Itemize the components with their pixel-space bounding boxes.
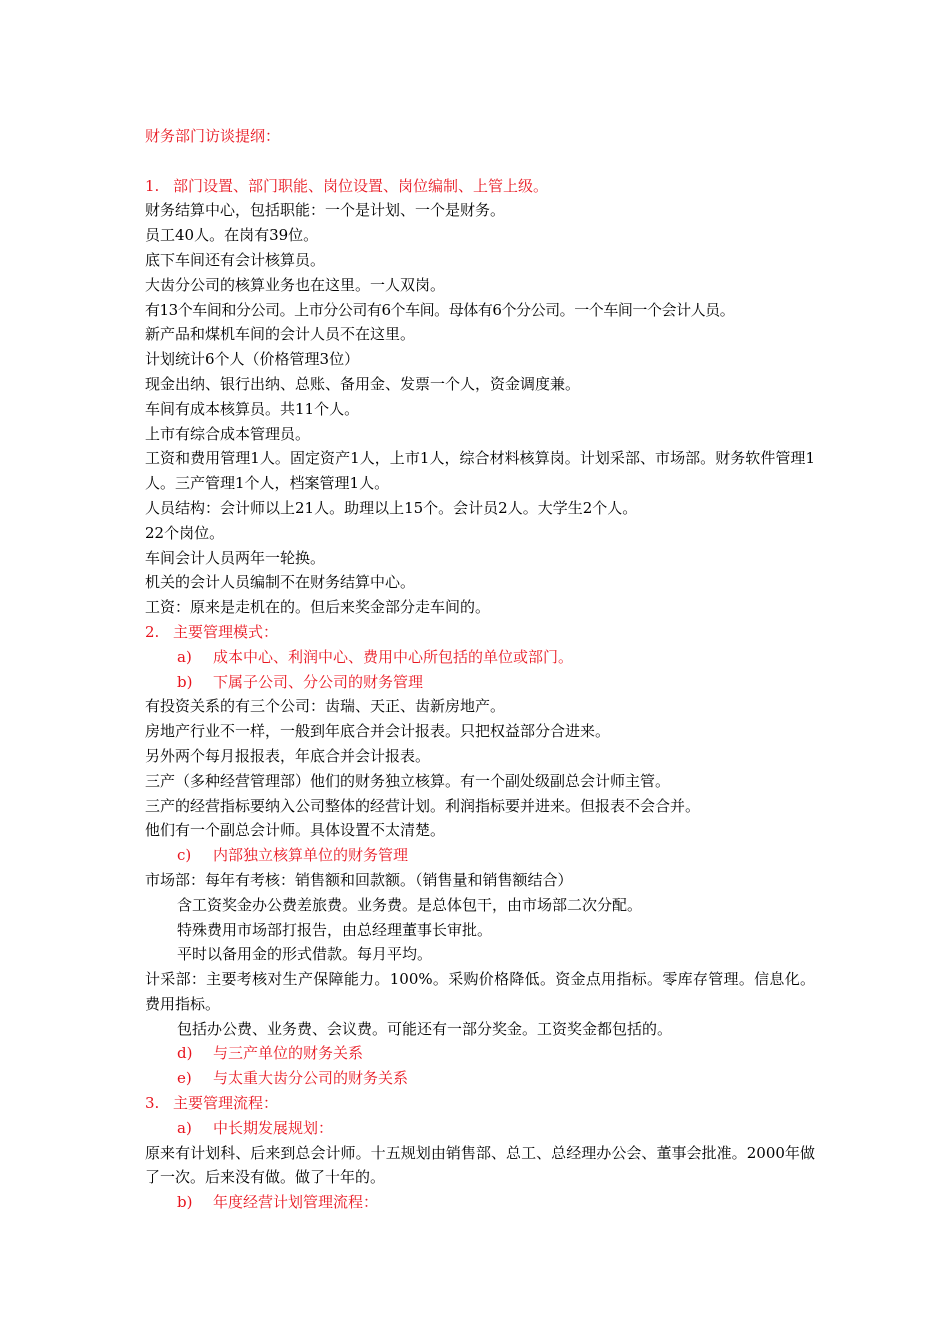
s1-line: 现金出纳、银行出纳、总账、备用金、发票一个人，资金调度兼。 [145,374,581,393]
subsection-title: 与三产单位的财务关系 [213,1044,364,1063]
subsection-letter: c) [177,846,192,865]
subsection-title: 内部独立核算单位的财务管理 [213,846,409,865]
subsection-2d [145,1041,815,1066]
s2b-line: 三产的经营指标要纳入公司整体的经营计划。利润指标要并进来。但报表不会合并。 [145,796,701,815]
s1-line: 大齿分公司的核算业务也在这里。一人双岗。 [145,275,446,294]
planning-dept-detail: 包括办公费、业务费、会议费。可能还有一部分奖金。工资奖金都包括的。 [177,1019,673,1038]
market-dept-detail: 特殊费用市场部打报告，由总经理董事长审批。 [177,920,493,939]
section-3-title: 主要管理流程： [173,1094,279,1113]
subsection-letter: b) [177,1193,193,1212]
s1-line: 计划统计6个人（价格管理3位） [145,350,360,369]
document-title: 财务部门访谈提纲： [145,127,281,145]
section-3-number: 3. [145,1094,160,1113]
market-dept-detail: 平时以备用金的形式借款。每月平均。 [177,945,433,964]
subsection-2b [145,670,815,695]
s2b-line: 另外两个每月报报表，年底合并会计报表。 [145,746,431,765]
s1-line: 人员结构：会计师以上21人。助理以上15个。会计员2人。大学生2个人。 [145,498,638,517]
market-dept-detail: 含工资奖金办公费差旅费。业务费。是总体包干，由市场部二次分配。 [177,895,643,914]
subsection-letter: b) [177,672,193,691]
subsection-letter: a) [177,647,192,666]
section-1-title: 部门设置、部门职能、岗位设置、岗位编制、上管上级。 [173,176,549,195]
section-2-title: 主要管理模式： [173,622,279,641]
section-2-heading [145,620,815,645]
section-3-heading [145,1091,815,1116]
subsection-3b [145,1190,815,1215]
subsection-title: 中长期发展规划： [213,1118,334,1137]
subsection-title: 下属子公司、分公司的财务管理 [213,672,424,691]
s1-line: 新产品和煤机车间的会计人员不在这里。 [145,325,416,344]
subsection-2c [145,843,815,868]
subsection-title: 年度经营计划管理流程： [213,1193,379,1212]
subsection-letter: a) [177,1118,192,1137]
s1-line: 财务结算中心，包括职能：一个是计划、一个是财务。 [145,201,506,220]
s1-line: 机关的会计人员编制不在财务结算中心。 [145,573,416,592]
subsection-title: 成本中心、利润中心、费用中心所包括的单位或部门。 [213,647,574,666]
market-dept-line: 市场部：每年有考核：销售额和回款额。（销售量和销售额结合） [145,870,573,889]
s2b-line: 三产（多种经营管理部）他们的财务独立核算。有一个副处级副总会计师主管。 [145,771,671,790]
s1-line: 车间会计人员两年一轮换。 [145,548,326,567]
document-page [145,124,815,1215]
long-term-plan-paragraph: 原来有计划科、后来到总会计师。十五规划由销售部、总工、总经理办公会、董事会批准。2000年做了一次。后来没有做。做了十年的。 [145,1143,815,1187]
s2b-line: 房地产行业不一样，一般到年底合并会计报表。只把权益部分合进来。 [145,722,611,741]
s1-line: 车间有成本核算员。共11个人。 [145,399,360,418]
s1-line: 工资：原来是走机在的。但后来奖金部分走车间的。 [145,598,491,617]
subsection-2a [145,645,815,670]
section-1-heading [145,174,815,199]
subsection-title: 与太重大齿分公司的财务关系 [213,1069,409,1088]
section-1-number: 1. [145,176,160,195]
blank-line [145,149,815,174]
s1-line: 22个岗位。 [145,523,225,542]
s2b-line: 有投资关系的有三个公司：齿瑞、天正、齿新房地产。 [145,697,506,716]
s1-line: 有13个车间和分公司。上市分公司有6个车间。母体有6个分公司。一个车间一个会计人员。 [145,300,735,319]
subsection-2e [145,1066,815,1091]
s1-paragraph: 工资和费用管理1人。固定资产1人，上市1人，综合材料核算岗。计划采部、市场部。财务软件管理1人。三产管理1个人，档案管理1人。 [145,449,815,493]
s1-line: 员工40人。在岗有39位。 [145,226,319,245]
s2b-line: 他们有一个副总会计师。具体设置不太清楚。 [145,821,446,840]
s1-line: 上市有综合成本管理员。 [145,424,311,443]
planning-dept-paragraph: 计采部：主要考核对生产保障能力。100%。采购价格降低。资金点用指标。零库存管理。信息化。费用指标。 [145,970,815,1013]
subsection-letter: e) [177,1069,192,1088]
subsection-letter: d) [177,1044,193,1063]
s1-line: 底下车间还有会计核算员。 [145,250,326,269]
section-2-number: 2. [145,622,160,641]
subsection-3a [145,1116,815,1141]
